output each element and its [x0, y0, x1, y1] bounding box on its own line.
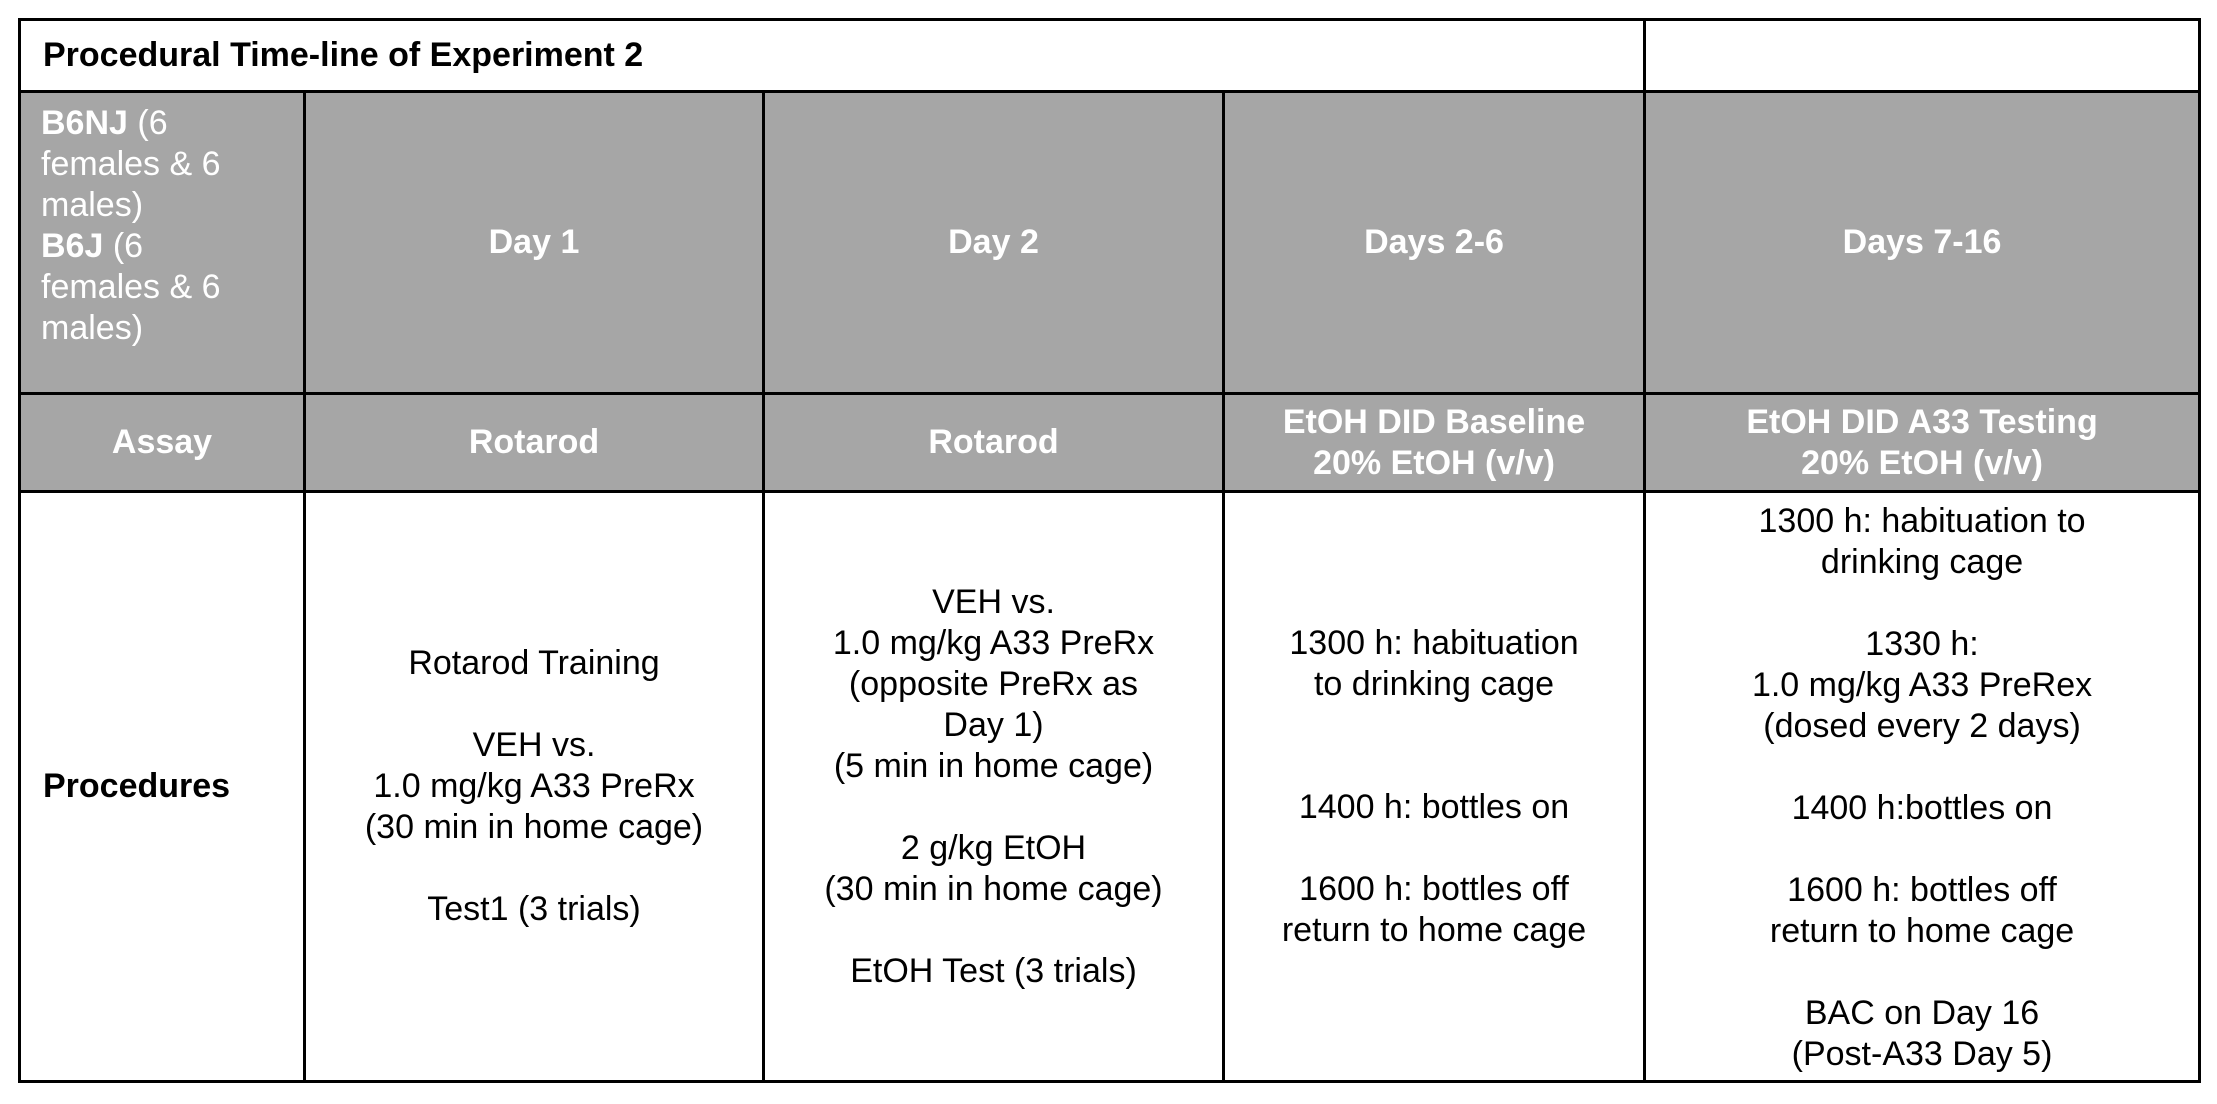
assay-line: EtOH DID Baseline	[1282, 402, 1586, 441]
strain-b6nj-name: B6NJ	[41, 104, 128, 142]
procedure-line: Day 1)	[943, 705, 1044, 744]
procedure-line: 1.0 mg/kg A33 PreRx	[373, 767, 695, 805]
assay-line: EtOH DID A33 Testing	[1746, 402, 2098, 441]
procedure-line: 1300 h: habituation to	[1758, 502, 2086, 540]
procedure-line: (5 min in home cage)	[833, 746, 1154, 785]
assay-line: 20% EtOH (v/v)	[1313, 443, 1555, 482]
strain-b6nj-line: males)	[41, 186, 144, 224]
procedure-line: BAC on Day 16	[1804, 994, 2040, 1032]
procedures-label: Procedures	[20, 492, 305, 1082]
title-blank-cell	[1645, 20, 2200, 92]
assay-days-7-16	[1645, 394, 2200, 492]
procedure-line: EtOH Test (3 trials)	[850, 951, 1137, 990]
procedure-line: 2 g/kg EtOH	[900, 828, 1087, 867]
procedures-day-1	[305, 492, 764, 1082]
procedure-line: (Post-A33 Day 5)	[1791, 1035, 2053, 1073]
procedure-line: Rotarod Training	[408, 644, 660, 682]
header-day-1: Day 1	[305, 92, 764, 394]
assay-label: Assay	[20, 394, 305, 492]
assay-day-2: Rotarod	[764, 394, 1224, 492]
procedures-day-2	[764, 492, 1224, 1082]
procedure-line: (30 min in home cage)	[364, 808, 704, 846]
title-row	[20, 20, 2200, 92]
day-header-row	[20, 92, 2200, 394]
header-days-7-16: Days 7-16	[1645, 92, 2200, 394]
strain-b6j-count: (6	[103, 227, 144, 265]
assay-days-2-6	[1224, 394, 1645, 492]
procedural-timeline-table	[18, 18, 2201, 1083]
procedure-line: 1330 h:	[1865, 625, 1979, 663]
procedures-days-7-16	[1645, 492, 2200, 1082]
procedure-line: (opposite PreRx as	[848, 664, 1139, 703]
assay-line: 20% EtOH (v/v)	[1801, 443, 2043, 482]
procedure-line: 1300 h: habituation	[1289, 623, 1579, 662]
header-days-2-6: Days 2-6	[1224, 92, 1645, 394]
procedure-line: VEH vs.	[932, 582, 1055, 621]
procedure-line: 1400 h: bottles on	[1298, 787, 1570, 826]
strain-b6nj-count: (6	[127, 104, 168, 142]
procedures-row	[20, 492, 2200, 1082]
assay-row	[20, 394, 2200, 492]
strain-b6nj-line: females & 6	[41, 145, 221, 183]
procedure-line: VEH vs.	[472, 726, 596, 764]
assay-day-1: Rotarod	[305, 394, 764, 492]
procedure-line: 1400 h:bottles on	[1791, 789, 2053, 827]
procedure-line: (30 min in home cage)	[824, 869, 1163, 908]
header-day-2: Day 2	[764, 92, 1224, 394]
procedure-line: 1600 h: bottles off	[1787, 871, 2057, 909]
procedures-days-2-6	[1224, 492, 1645, 1082]
procedure-line: return to home cage	[1769, 912, 2075, 950]
procedure-line: (dosed every 2 days)	[1763, 707, 2081, 745]
procedure-line: 1.0 mg/kg A33 PreRx	[832, 623, 1155, 662]
procedure-line: Test1 (3 trials)	[427, 890, 641, 928]
strain-b6j-line: males)	[41, 309, 144, 347]
procedure-line: to drinking cage	[1313, 664, 1555, 703]
procedure-line: 1600 h: bottles off	[1299, 869, 1569, 908]
strain-b6j-line: females & 6	[41, 268, 221, 306]
procedure-line: return to home cage	[1281, 910, 1587, 949]
procedure-line: drinking cage	[1820, 543, 2024, 581]
procedure-line: 1.0 mg/kg A33 PreRex	[1751, 666, 2093, 704]
strain-cell	[20, 92, 305, 394]
strain-b6j-name: B6J	[41, 227, 104, 265]
table-title: Procedural Time-line of Experiment 2	[20, 20, 1645, 92]
